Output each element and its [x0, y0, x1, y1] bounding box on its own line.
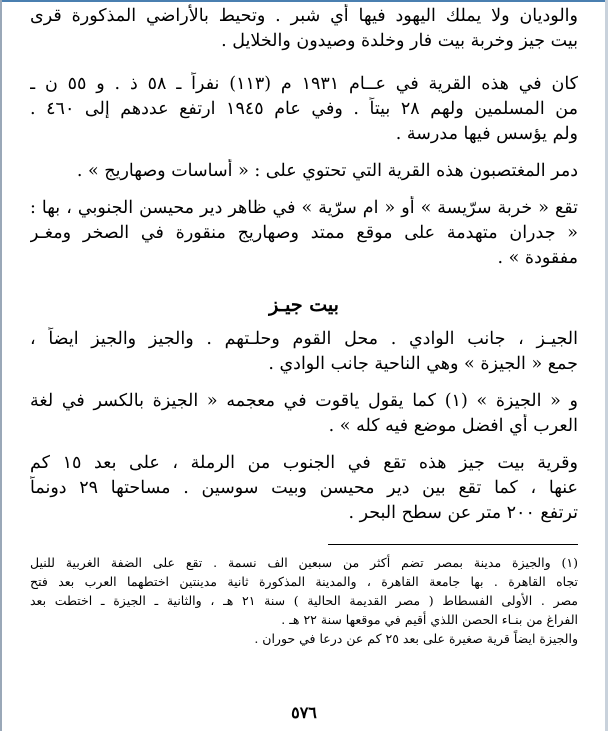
footnote-line: والجيزة ايضاً قرية صغيرة على بعد ٢٥ كم عن درعا في حوران . [254, 631, 578, 646]
text-line: عنها ، كما تقع بين دير محيسن وبيت سوسين . مساحتها ٢٩ دونماً [30, 478, 578, 498]
footnote-line: تجاه القاهرة . بها جامعة القاهرة ، والمدينة المذكورة ثانية مدينتين اختطهما العرب بعد فتح [30, 574, 578, 589]
document-page [30, 4, 578, 726]
text-line: ترتفع ٢٠٠ متر عن سطح البحر . [348, 503, 578, 523]
text-line: من المسلمين ولهم ٢٨ بيتاً . وفي عام ١٩٤٥ ارتفع عددهم إلى ٤٦٠ . [30, 99, 578, 119]
text-line: والوديان ولا يملك اليهود فيها أي شبر . وتحيط بالأراضي المذكورة قرى [30, 6, 578, 26]
footnote-line: (١) والجيزة مدينة بمصر تضم أكثر من سبعين الف نسمة . تقع على الضفة الغربية للنيل [30, 555, 578, 570]
text-line: العرب أي افضل موضع فيه كله » . [328, 416, 578, 436]
paragraph-population [30, 72, 578, 147]
section-heading: بيت جيـز [269, 294, 339, 316]
text-line: « جدران متهدمة على موقع ممتد وصهاريج منقورة في الصخر ومغـر [30, 223, 578, 243]
paragraph-destruction [30, 159, 578, 184]
footnote-line: الفراغ من بنـاء الحصن اللذي أقيم في موقعها سنة ٢٢ هـ . [281, 612, 578, 627]
text-line: ولم يؤسس فيها مدرسة . [395, 124, 578, 144]
text-line: و « الجيزة » (١) كما يقول ياقوت في معجمه « الجيزة بالكسر في لغة [30, 391, 578, 411]
window-left-border [0, 0, 2, 731]
footnotes [30, 553, 578, 648]
paragraph-yaqut [30, 389, 578, 439]
text-line: مفقودة » . [497, 248, 578, 268]
page-number: ٥٧٦ [291, 703, 317, 722]
window-top-border [0, 0, 608, 2]
paragraph-definition [30, 327, 578, 377]
paragraph-land [30, 4, 578, 54]
text-line: الجيـز ، جانب الوادي . محل القوم وحلـتهم . والجيز والجيز ايضاً ، [30, 329, 578, 349]
footnote-divider [328, 544, 578, 545]
paragraph-khirba [30, 196, 578, 271]
text-line: جمع « الجيزة » وهي الناحية جانب الوادي . [268, 354, 578, 374]
text-line: بيت جيز وخربة بيت فار وخلدة وصيدون والخلايل . [221, 31, 578, 51]
text-line: وقرية بيت جيز هذه تقع في الجنوب من الرملة ، على بعد ١٥ كم [30, 453, 578, 473]
footnote-line: مصر . الأولى الفسطاط ( مصر القديمة الحالية ) سنة ٢١ هـ ، والثانية ـ الجيزة ـ اختطت بعد [30, 593, 578, 608]
text-line: دمر المغتصبون هذه القرية التي تحتوي على : « أساسات وصهاريج » . [76, 161, 578, 181]
text-line: كان في هذه القرية في عــام ١٩٣١ م (١١٣) نفراً ـ ٥٨ ذ . و ٥٥ ن ـ [30, 74, 578, 94]
paragraph-location [30, 451, 578, 526]
text-line: تقع « خربة سرّيسة » أو « ام سرّية » في ظاهر دير محيسن الجنوبي ، بها : [30, 198, 578, 218]
